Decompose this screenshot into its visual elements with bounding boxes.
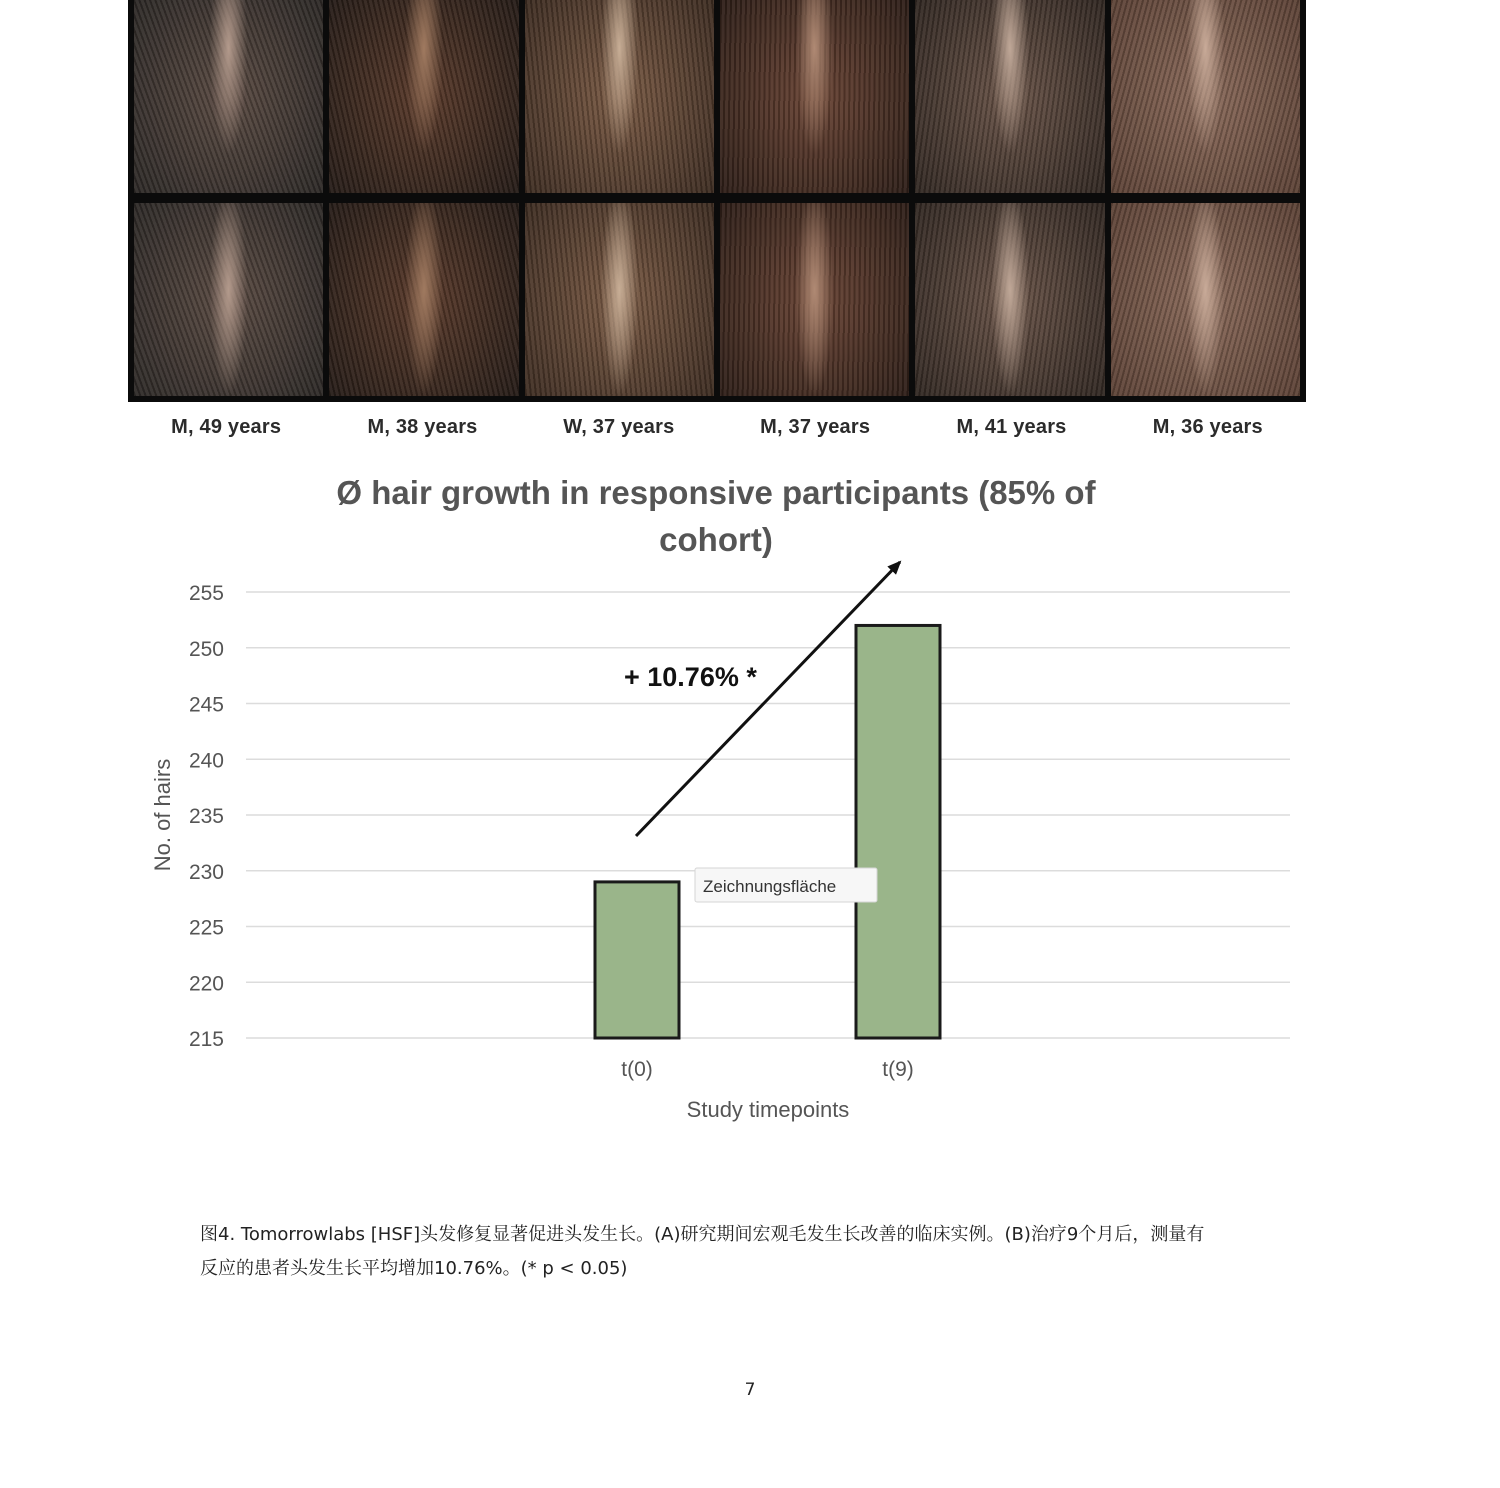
scalp-photo: [329, 0, 518, 193]
scalp-photo: [1111, 0, 1300, 193]
photo-label: M, 37 years: [760, 416, 871, 438]
y-axis-label: No. of hairs: [150, 758, 175, 872]
hair-growth-bar-chart: [0, 460, 1500, 1150]
caption-line-1: 图4. Tomorrowlabs [HSF]头发修复显著促进头发生长。(A)研究期间宏观毛发生长改善的临床实例。(B)治疗9个月后，测量有: [200, 1224, 1205, 1245]
photo-label: M, 41 years: [956, 416, 1067, 438]
x-tick-label: t(9): [882, 1058, 914, 1081]
x-axis-label: Study timepoints: [686, 1097, 850, 1122]
x-tick-label: t(0): [621, 1058, 653, 1081]
caption-line-2: 反应的患者头发生长平均增加10.76%。(* p < 0.05): [200, 1258, 628, 1279]
photo-labels: [128, 416, 1306, 439]
y-tick-label: 235: [188, 805, 224, 828]
photo-label: M, 36 years: [1152, 416, 1263, 438]
bar-t(9): [856, 625, 940, 1038]
y-tick-label: 230: [188, 860, 224, 884]
y-tick-label: 255: [188, 582, 224, 605]
scalp-photo: [329, 203, 518, 396]
photo-label: W, 37 years: [563, 416, 675, 438]
scalp-photo: [134, 203, 323, 396]
gridlines: [246, 592, 1290, 1038]
scalp-photo: [915, 0, 1104, 193]
y-tick-label: 245: [188, 693, 224, 717]
figure-caption: [200, 1218, 1320, 1286]
scalp-photo: [134, 0, 323, 193]
y-tick-label: 215: [188, 1028, 224, 1051]
scalp-photo: [720, 0, 909, 193]
y-tick-label: 220: [188, 972, 224, 996]
scalp-photo-grid: [128, 0, 1306, 402]
photo-label: M, 38 years: [367, 416, 478, 438]
y-tick-label: 240: [188, 749, 224, 773]
scalp-photo: [915, 203, 1104, 396]
scalp-photo: [525, 203, 714, 396]
scalp-photo: [525, 0, 714, 193]
scalp-photo: [720, 203, 909, 396]
bar-t(0): [595, 882, 679, 1038]
y-tick-labels: [189, 582, 224, 1051]
chart-title-line-1: Ø hair growth in responsive participants (85% of: [336, 474, 1096, 511]
tooltip: [695, 868, 877, 902]
scalp-photo: [1111, 203, 1300, 396]
x-tick-labels: [621, 1058, 914, 1081]
growth-annotation: + 10.76% *: [624, 662, 757, 692]
y-tick-label: 225: [188, 916, 224, 940]
tooltip-text: Zeichnungsfläche: [703, 877, 837, 896]
y-tick-label: 250: [188, 637, 224, 661]
photo-label: M, 49 years: [171, 416, 282, 438]
chart-title-line-2: cohort): [659, 521, 773, 558]
page-number: 7: [744, 1380, 756, 1400]
